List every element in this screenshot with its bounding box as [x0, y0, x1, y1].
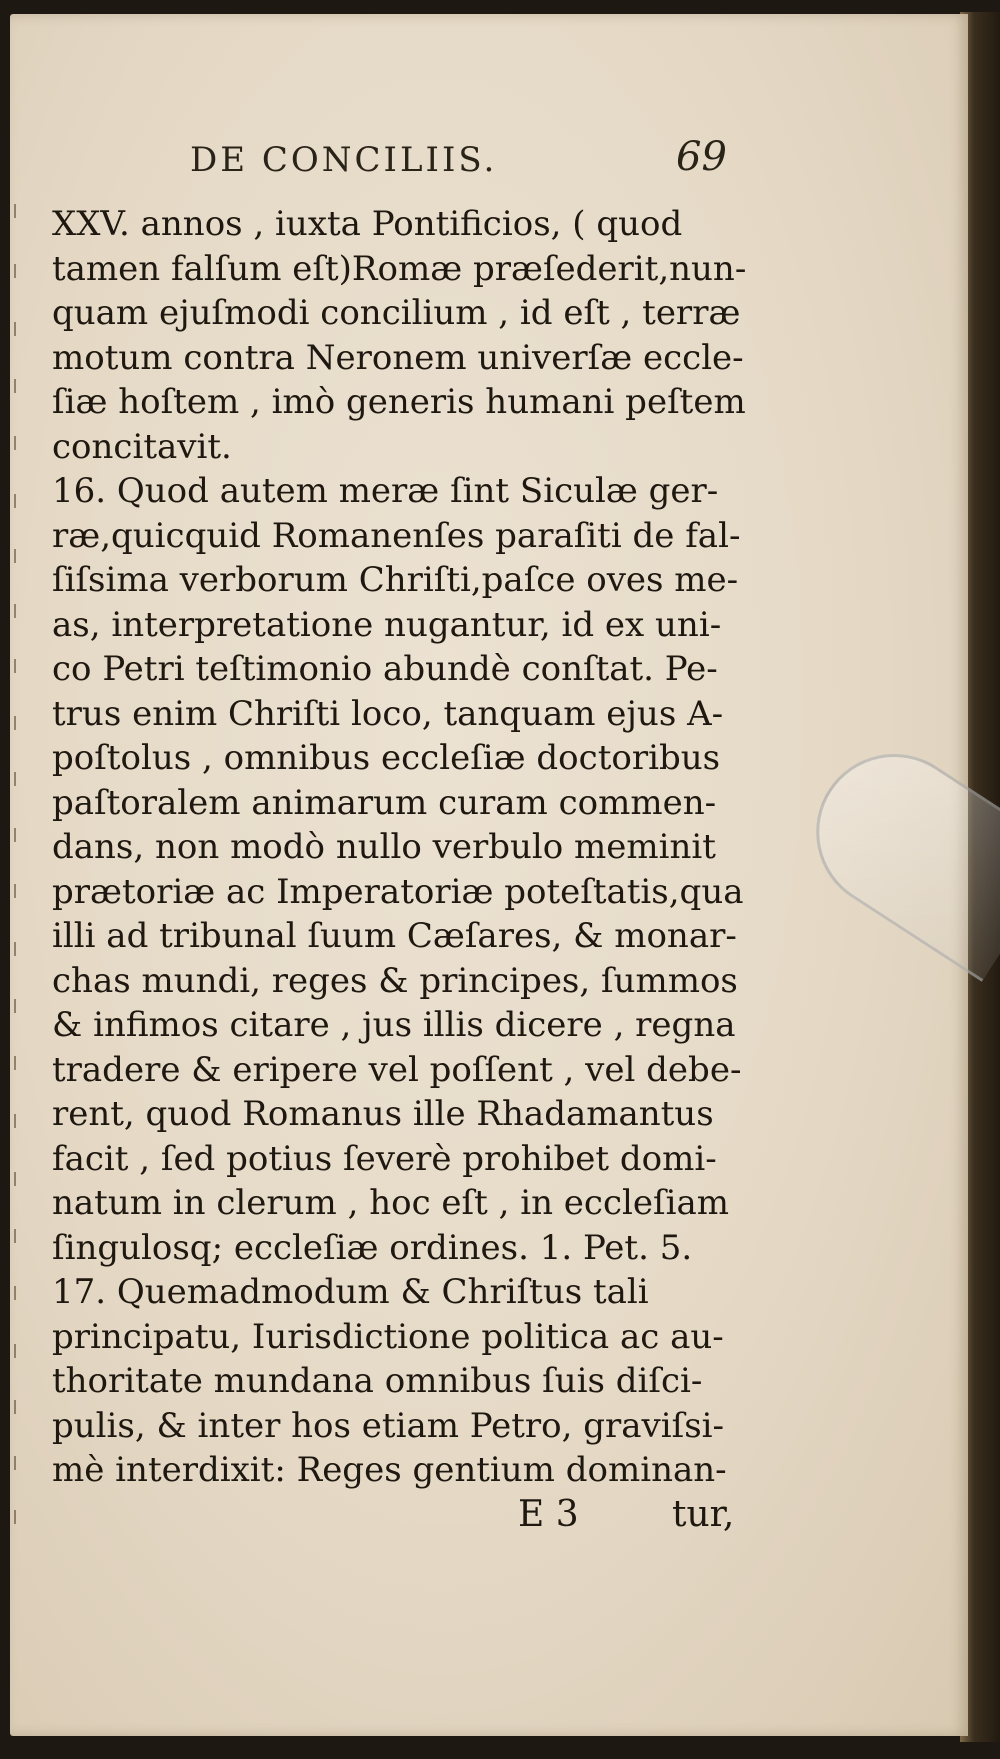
text-line: dans, non modò nullo verbulo meminit: [52, 827, 716, 867]
text-line: as, interpretatione nugantur, id ex uni-: [52, 604, 722, 645]
text-line: quam ejuſmodi concilium , id eſt , terræ: [52, 293, 741, 333]
book-page: [10, 14, 968, 1736]
text-line: paſtoralem animarum curam commen-: [52, 782, 717, 823]
text-line: natum in clerum , hoc eſt , in eccleſiam: [52, 1183, 729, 1223]
signature-mark: E 3: [518, 1494, 579, 1535]
text-line: & infimos citare , jus illis dicere , regna: [52, 1005, 736, 1045]
text-line: thoritate mundana omnibus ſuis diſci-: [52, 1361, 703, 1401]
text-line: pulis, & inter hos etiam Petro, graviſsi-: [52, 1405, 724, 1446]
page-number: 69: [676, 134, 727, 180]
text-line: ſingulosq; eccleſiæ ordines. 1. Pet. 5.: [52, 1227, 693, 1268]
text-line: ſiæ hoſtem , imò generis humani peſtem: [52, 382, 746, 422]
text-line: prætoriæ ac Imperatoriæ poteſtatis,qua: [52, 871, 744, 912]
catchword: tur,: [672, 1494, 735, 1535]
text-line: facit , ſed potius ſeverè prohibet domi-: [52, 1138, 717, 1179]
margin-show-through: [12, 204, 26, 1524]
text-line: XXV. annos , iuxta Pontificios, ( quod: [52, 204, 683, 244]
running-head: DE CONCILIIS.: [190, 140, 498, 180]
text-line: tradere & eripere vel poſſent , vel debe-: [52, 1049, 742, 1090]
text-line: trus enim Chriſti loco, tanquam ejus A-: [52, 693, 724, 734]
text-line: poſtolus , omnibus eccleſiæ doctoribus: [52, 738, 721, 778]
text-line: chas mundi, reges & principes, ſummos: [52, 960, 738, 1001]
text-line: co Petri teſtimonio abundè conſtat. Pe-: [52, 649, 718, 689]
text-line: tamen falſum eſt)Romæ præſederit,nun-: [52, 248, 747, 289]
text-line: illi ad tribunal ſuum Cæſares, & monar-: [52, 916, 737, 956]
text-line: ræ,quicquid Romanenſes paraſiti de fal-: [52, 515, 741, 556]
paragraph-16-start: 16. Quod autem meræ ſint Siculæ ger-: [52, 471, 719, 511]
text-line: mè interdixit: Reges gentium dominan-: [52, 1450, 727, 1490]
body-text: [52, 202, 772, 1493]
paragraph-17-start: 17. Quemadmodum & Chriſtus tali: [52, 1272, 649, 1312]
text-line: ſiſsima verborum Chriſti,paſce oves me-: [52, 560, 739, 600]
text-line: concitavit.: [52, 426, 232, 467]
text-line: motum contra Neronem univerſæ eccle-: [52, 337, 744, 378]
text-line: principatu, Iurisdictione politica ac au-: [52, 1316, 724, 1357]
text-line: rent, quod Romanus ille Rhadamantus: [52, 1094, 714, 1134]
